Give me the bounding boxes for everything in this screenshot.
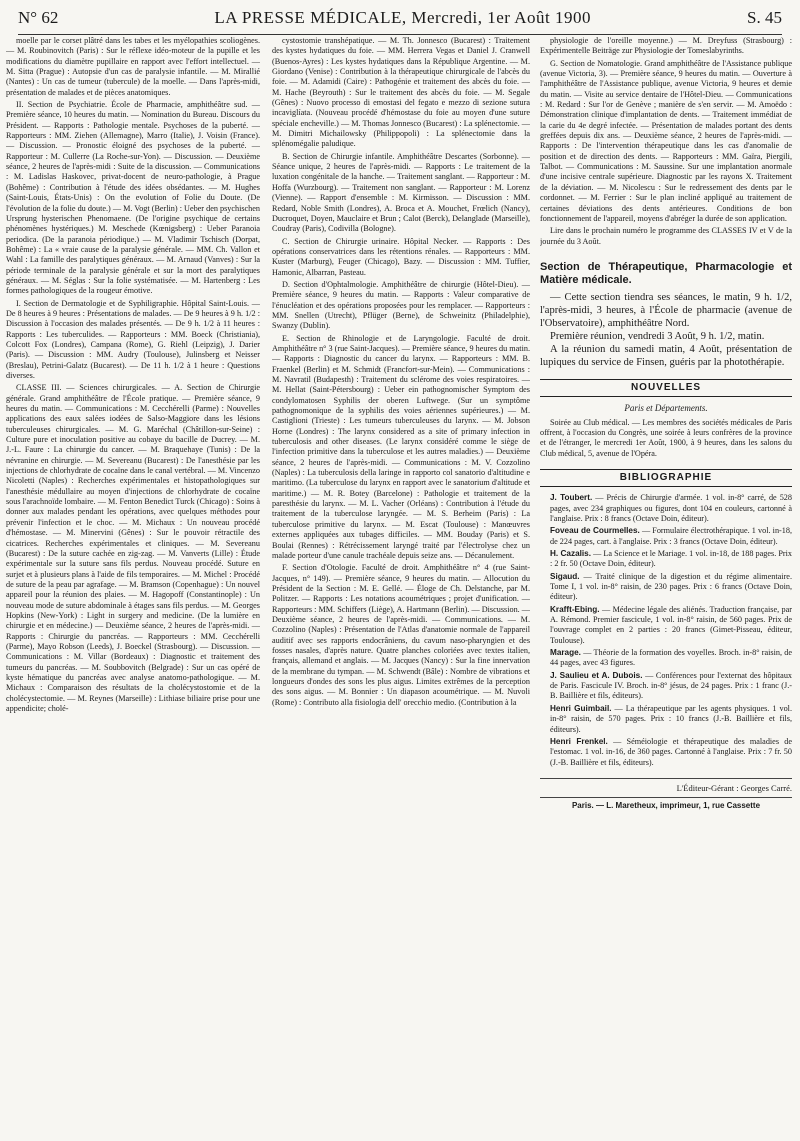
- entry-text: — Séméiologie et thérapeutique des maladies de l'estomac. 1 vol. in-16, de 360 pages. Cartonné à l'anglaise. Prix : 7 fr. 50 (J.-B. Baillière et fils, éditeurs).: [550, 736, 792, 767]
- bibliography-entry: [540, 549, 792, 570]
- entry-author: Krafft-Ebing.: [550, 604, 600, 614]
- entry-author: Henri Frenkel.: [550, 736, 608, 746]
- column-2: [272, 36, 530, 1138]
- editor-gerant: L'Éditeur-Gérant : Georges Carré.: [676, 782, 792, 793]
- entry-text: — Conférences pour l'externat des hôpitaux de Paris. Fascicule IV. Broch. in-8° jésus, de 24 pages. Prix : 1 franc (J.-B. Baillière et fils, éditeurs).: [550, 670, 792, 701]
- entry-text: — Théorie de la formation des voyelles. Broch. in-8° raisin, de 44 pages, avec 43 figures.: [550, 648, 792, 668]
- entry-text: — Formulaire électrothérapique. 1 vol. in-18, de 224 pages, cart. à l'anglaise. Prix : 3 francs (Octave Doin, éditeur).: [550, 526, 792, 546]
- bibliography-entry: [540, 704, 792, 735]
- therapeutics-text: Première réunion, vendredi 3 Août, 9 h. 1/2, matin.: [550, 330, 765, 342]
- paragraph: Lire dans le prochain numéro le programme des CLASSES IV et V de la journée du 3 Août.: [540, 226, 792, 246]
- column-1: [6, 36, 260, 1138]
- entry-author: J. Saulieu et A. Dubois.: [550, 670, 643, 680]
- bibliography-entry: [540, 493, 792, 524]
- paragraph: CLASSE III. — Sciences chirurgicales. — A. Section de Chirurgie générale. Grand amphithéâtre de l'École pratique. — Première séance, 9 heures du matin. — Communications : M. Cecchérelli (Parme) : Nouvelles applications des eaux salées iodées de Salso-Maggiore dans les lésions tuberculeuses chirurgicales. — M. G. Maréchal (Châtillon-sur-Seine) : Culture pure et inoculation positive au cobaye du bacille de Ducrey. — M. J.-L. Faure : La chirurgie du cancer. — M. Braquehaye (Tunis) : De la névranine en chirurgie. — M. Severeanu (Bucarest) : De l'anesthésie par les injections de chlorhydrate de cocaïne dans le canal vertébral. — M. Vincenzo Nicoletti (Naples) : Recherches expérimentales et histopathologiques sur l'anesthésie médullaire au moyen d'injections de chlorhydrate de cocaïne sous l'arachnoïde lombaire. — M. Fenton Benedict Turck (Chicago) : Soins à donner aux malades pendant les opérations, avec quelques méthodes pour prévenir l'infection et le choc. — M. Michaux : Un nouveau procédé d'hémostase. — M. Minervini (Gênes) : Sur le pouvoir rétractile des cicatrices. Recherches expérimentales et cliniques. — M. Severeanu (Bucarest) : De la suture cachée en zig-zag. — M. Vanverts (Lille) : Étude expérimentale sur la suture sans fils perdus. Nouveau procédé. Suture en surjet et à plusieurs plans à l'aide de fils temporaires. — M. Michel : Procédé de suture de la peau par agrafage. — M. Bramson (Copenhague) : Un nouvel appareil pour la réunion des plaies. — M. Hagopoff (Constantinople) : Un nouveau mode de suture abdominale à étages sans fils perdus. — M. Georges Hopkins (New-York) : Light in surgery and medicine. (De la lumière en chirurgie et en médecine.) — Deuxième séance, 2 heures de l'après-midi. — Rapports : Chirurgie du pancréas. — Rapporteurs : MM. Cecchérelli (Parme), Mayo Robson (Leeds), J. Boeckel (Strasbourg). — Discussion. — Communications : M. Villar (Bordeaux) : Diagnostic et traitement des tumeurs du pancréas. — M. Soubbovitch (Belgrade) : Sur un cas opéré de kyste hématique du pancréas avec analyse anatomo-pathologique. — M. Michaux : Comparaison des résultats de la cholécystostomie et de la cholécystectomie. — M. Reynes (Marseille) : Lithiase biliaire prise pour une appendicite; cholé-: [6, 383, 260, 713]
- bibliographie-heading: BIBLIOGRAPHIE: [540, 469, 792, 487]
- bibliography-entry: [540, 671, 792, 702]
- paragraph: G. Section de Nomatologie. Grand amphithéâtre de l'Assistance publique (avenue Victoria, 3). — Première séance, 9 heures du matin. — Ouverture à l'amphithéâtre de l'Assistance publique, avenue Victoria, 9 heures et demie du matin. — Visite au service dentaire de l'Hôtel-Dieu. — Communications : M. Redard : Sur l'or de Genève ; manière de s'en servir. — M. Amoëdo : Démonstration clinique d'implantation de dents. — Traitement immédiat de la carie du 4e degré infectée. — Présentation de malades portant des dents greffées depuis dix ans. — Deuxième séance, 2 heures de l'après-midi. — Rapports : De l'intervention thérapeutique dans les cas d'anomalie de position et de direction des dents. — Rapporteurs : MM. Gaïra, Piergili, Talbot. — Communications : M. Saussine. Sur une implantation anormale d'une incisive centrale supérieure. Diagnostic par les rayons X. Traitement de la déviation. — M. Nicolescu : Sur le redressement des dents par le cordonnet. — M. Ferrier : Sur le plan incliné appliqué au traitement de certaines déviations des dents antérieures. Conditions de bon fonctionnement de l'appareil, moyens d'abréger la durée de son application.: [540, 58, 792, 223]
- entry-text: — La Science et le Mariage. 1 vol. in-18, de 188 pages. Prix : 2 fr. 50 (Octave Doin, éditeur).: [550, 549, 792, 569]
- paragraph: moelle par le corset plâtré dans les tabes et les myélopathies scoliogènes. — M. Roubinovitch (Paris) : Sur le réflexe idéo-moteur de la pupille et les modifications du diamètre pupillaire en rapport avec l'effort intellectuel. — M. Sitta (Prague) : Autopsie d'un cas de paralysie infantile. — M. Mirallié (Nantes) : Un cas de tumeur (tubercule) de la moelle. — Dans l'après-midi, présentation de malades et de pièces anatomiques.: [6, 36, 260, 97]
- soiree-paragraph: Soirée au Club médical. — Les membres des sociétés médicales de Paris offrent, à l'occasion du Congrès, une soirée à leurs confrères de la province et de l'étranger, le mercredi 1er Août, 1900, à 9 heures, dans les salons du Club médical, 5, avenue de l'Opéra.: [540, 417, 792, 458]
- bibliography-entry: [540, 526, 792, 547]
- nouvelles-heading: NOUVELLES: [540, 379, 792, 397]
- printer-line: Paris. — L. Maretheux, imprimeur, 1, rue Cassette: [540, 797, 792, 811]
- paragraph: C. Section de Chirurgie urinaire. Hôpital Necker. — Rapports : Des opérations conservatrices dans les rétentions rénales. — Rapporteurs : MM. Kuster (Marburg), Feuger (Chicago), Bazy. — Discussion : MM. Tuffier, Hamonic, Albarran, Pasteau.: [272, 236, 530, 277]
- paragraph: physiologie de l'oreille moyenne.) — M. Dreyfuss (Strasbourg) : Expérimentelle Beiträge zur Physiologie der Tomeslabyrinths.: [540, 36, 792, 56]
- divider: [540, 778, 792, 779]
- entry-author: Foveau de Courmelles.: [550, 526, 640, 536]
- paris-departements-heading: Paris et Départements.: [624, 403, 708, 414]
- paragraph: II. Section de Psychiatrie. École de Pharmacie, amphithéâtre sud. — Première séance, 10 heures du matin. — Nomination du Bureau. Discours du Président. — Rapports : Pathologie mentale. Psychoses de la puberté. — Rapporteurs : MM. Ziehen (Allemagne), Marro (Italie), J. Voisin (France). — Discussion. — Pronostic éloigné des psychoses de la puberté. — Rapporteur : M. Cullerre (La Roche-sur-Yon). — Discussion. — Deuxième séance, 2 heures de l'après-midi : Suite de la discussion. — Communications : M. Ladislas Haskovec, privat-docent de neuro-pathologie, à Prague (Bohême) : Contribution à l'étude des idées obsédantes. — M. Hughes (Saint-Louis, États-Unis) : On the evolution of Folie du Doute. (De l'évolution de la folie du doute.) — M. Vogt (Berlin) : Ueber den psychischen Ursprung hysterischen Phenomaene. (De l'origine psychique de certains phénomènes hystériques.) M. Meschede (Kœnigsberg) : Ueber Paranoia periodica. (De la paranoia périodique.) — M. Vladimir Tschisch (Dorpat, Bohême) : La « vraie cause de la paralysie générale. — MM. Ch. Vallon et Wahl : La famille des paralytiques généraux. — M. Arnaud (Vanves) : Sur la période terminale de la paralysie générale et sur la mort des paralytiques généraux. — M. Séglas : Sur la folie systématisée. — M. Hartenberg : Les formes pathologiques de la rougeur émotive.: [6, 100, 260, 296]
- page-header: [18, 8, 782, 35]
- paragraph: B. Section de Chirurgie infantile. Amphithéâtre Descartes (Sorbonne). — Séance unique, 2 heures de l'après-midi. — Rapports : Le traitement de la luxation congénitale de la hanche. — Traitement sanglant. — Rapporteur : M. Hoffa (Wurzbourg). — Traitement non sanglant. — Rapporteur : M. Lorenz (Vienne). — Rapport d'ensemble : M. Kirmisson. — Discussion : MM. Redard, Noble Smith (Londres), A. Broca et A. Mouchet, Frœlich (Nancy), Ducroquet, Doyen, Mauclaire et Brun ; Calot (Berck), Delanglade (Marseille), Coudray (Paris), Codivilla (Bologne).: [272, 151, 530, 234]
- bibliography-entry: [540, 648, 792, 669]
- paragraph: E. Section de Rhinologie et de Laryngologie. Faculté de droit. Amphithéâtre n° 3 (rue Saint-Jacques). — Première séance, 9 heures du matin. — Rapports : Diagnostic du cancer du larynx. — Rapporteurs : MM. B. Fraenkel (Berlin) et M. Schmidt (Francfort-sur-Mein). — Communications : M. Navratil (Budapesth) : Traitement du sclérome des voies respiratoires. — M. Hellat (Saint-Pétersbourg) : Ueber ein pathognomischer Symptom des condylomatosen Syphilis der oberen Luftwege. (Sur un symptôme pathognomonique de la syphilis des voies aériennes supérieures.) — M. Castiglioni (Trieste) : Les tumeurs tuberculeuses du larynx. — M. Jobson Horne (Londres) : The larynx considered as a site of primary infection in tuberculosis and other diseases. (Le larynx considéré comme le siège de l'infection primitive dans la tuberculose et les autres maladies.) — Deuxième séance, 2 heures de l'après-midi. — Communications : M. V. Cozzolino (Naples) : La tuberculosis della laringe in rapporto col sanatorio d'altitudine e maritimo. (La tuberculose du larynx en rapport avec le sanatorium d'altitude et maritime.) — M. R. Botey (Barcelone) : Pathologie et traitement de la paresthésie du larynx. — M. L. Vacher (Orléans) : Contribution à l'étude du traitement de la tuberculose laryngée. — M. S. Berheim (Paris) : La tuberculose primitive du larynx. — M. Escat (Toulouse) : Manœuvres externes appliquées aux tubages difficiles. — MM. Bouday (Paris) et S. Boulai (Rennes) : Rétrécissement laryngé traité par l'électrolyse chez un malade porteur d'une canule trachéale depuis seize ans. — Décanulement.: [272, 333, 530, 560]
- paragraph: I. Section de Dermatologie et de Syphiligraphie. Hôpital Saint-Louis. — De 8 heures à 9 heures : Présentations de malades. — De 9 heures à 9 h. 1/2 : Discussion à l'occasion des malades présentés. — De 9 h. 1/2 à 11 heures : Rapports : Les tuberculides. — Rapporteurs : MM. Boeck (Christiania), Colcott Fox (Londres), Campana (Rome), G. Riehl (Leipzig), J. Darier (Paris). — Discussion : MM. Audry (Toulouse), Julinsberg et Neisser (Breslau), Petrini-Galatz (Bucarest). — De 11 h. 1/2 à 1 heure : Questions diverses.: [6, 298, 260, 380]
- therapeutics-text: — Cette section tiendra ses séances, le matin, 9 h. 1/2, l'après-midi, 3 heures, à l'École de pharmacie (avenue de l'Observatoire), amphithéâtre Nord.: [540, 291, 792, 329]
- entry-text: — Précis de Chirurgie d'armée. 1 vol. in-8° carré, de 528 pages, avec 234 graphiques ou figures, dont 104 en couleurs, cartonné à l'anglaise. Prix : 8 francs (Octave Doin, éditeur).: [550, 493, 792, 523]
- entry-author: Marage.: [550, 648, 581, 658]
- journal-title: LA PRESSE MÉDICALE, Mercredi, 1er Août 1900: [214, 8, 591, 27]
- entry-author: J. Toubert.: [550, 493, 593, 503]
- bibliography-entry: [540, 572, 792, 603]
- entry-author: H. Cazalis.: [550, 549, 592, 558]
- entry-text: — Médecine légale des aliénés. Traduction française, par A. Rémond. Premier fascicule, 1 vol. in-8° raisin, de 560 pages. Prix de l'ouvrage complet en 2 parties : 20 francs (Gimet-Pisseau, éditeur, Toulouse).: [550, 604, 792, 645]
- page-number: S. 45: [747, 8, 782, 27]
- therapeutics-text: A la réunion du samedi matin, 4 Août, présentation de lupiques du service de Finsen, guéris par la photothérapie.: [540, 343, 792, 368]
- paragraph: cystostomie transhépatique. — M. Th. Jonnesco (Bucarest) : Traitement des kystes hydatiques du foie. — MM. Herrera Vegas et Daniel J. Cranwell (Buenos-Ayres) : Les kystes hydatiques dans la République Argentine. — M. Giordano (Venise) : Contribution à la thérapeutique chirurgicale de l'abcès du foie. — M. Adamidi (Caire) : Pathogénie et traitement des abcès du foie. — M. Hache (Beyrouth) : Sur le traitement des abcès du foie. — M. Segale (Gênes) : Nuovo processo di emostasi del fegato e mezzo di sezione sutura incaviglíata. (Nouveau procédé d'hémostase du foie au moyen d'une suture spéciale encheville.) — M. Thomas Jonnesco (Bucarest) : La splénectomie. — M. Dimitri Michailowsky (Philippopoli) : La splénectomie dans la splénomégalie paludique.: [272, 36, 530, 149]
- entry-text: — La thérapeutique par les agents physiques. 1 vol. in-8° raisin, de 570 pages. Prix : 10 francs (J.-B. Baillière et fils, éditeurs).: [550, 703, 792, 734]
- bibliography-entry: [540, 605, 792, 646]
- paragraph: D. Section d'Ophtalmologie. Amphithéâtre de chirurgie (Hôtel-Dieu). — Première séance, 9 heures du matin. — Rapports : Valeur comparative de l'énucléation et des opérations proposées pour les remplacer. — Rapporteurs : MM. Snellen (Utrecht), Pflüger (Berne), de Schweinitz (Philadelphie), Swanzy (Dublin).: [272, 279, 530, 331]
- entry-author: Sigaud.: [550, 571, 580, 581]
- therapeutics-section-title: Section de Thérapeutique, Pharmacologie et Matière médicale.: [540, 260, 792, 286]
- entry-author: Henri Guimbail.: [550, 703, 612, 713]
- bibliography-entry: [540, 737, 792, 768]
- paragraph: F. Section d'Otologie. Faculté de droit. Amphithéâtre n° 4 (rue Saint-Jacques, n° 149). — Première séance, 9 heures du matin. — Allocution du Président de la Section : M. E. Gellé. — Éloge de Ch. Delstanche, par M. Politzer. — Rapports : Les notations acoumétriques ; projet d'unification. — Rapporteurs : MM. Schiffers (Liège), A. Hartmann (Berlin). — Discussion. — Deuxième séance, 2 heures de l'après-midi. — Communications. — M. Cozzolino (Naples) : Présentation de l'Atlas d'anatomie normale de l'appareil auditif avec ses rapports endocrâniens, du cavum naso-pharyngien et des fosses nasales, d'après nature. Quatre planches coloriées avec textes italien, français, allemand et anglais. — M. Jacques (Nancy) : Sur la fine innervation de la membrane du tympan. — M. Schwendt (Bâle) : Nombre de vibrations et longueurs d'ondes des sons les plus aigus. Limites extrêmes de la perception des sons aigus. — M. Bonnier : Un diapason acoumétrique. — M. Nuvoli (Rome) : Contributo alla fisiologia dell' orecchio medio. (Contribution à la: [272, 563, 530, 707]
- entry-text: — Traité clinique de la digestion et du régime alimentaire. Tome I, 1 vol. in-8° raisin, de 230 pages. Prix : 6 francs (Octave Doin, éditeur).: [550, 571, 792, 602]
- column-3: [540, 36, 792, 1138]
- bibliography-list: [540, 493, 792, 768]
- issue-number: N° 62: [18, 8, 59, 27]
